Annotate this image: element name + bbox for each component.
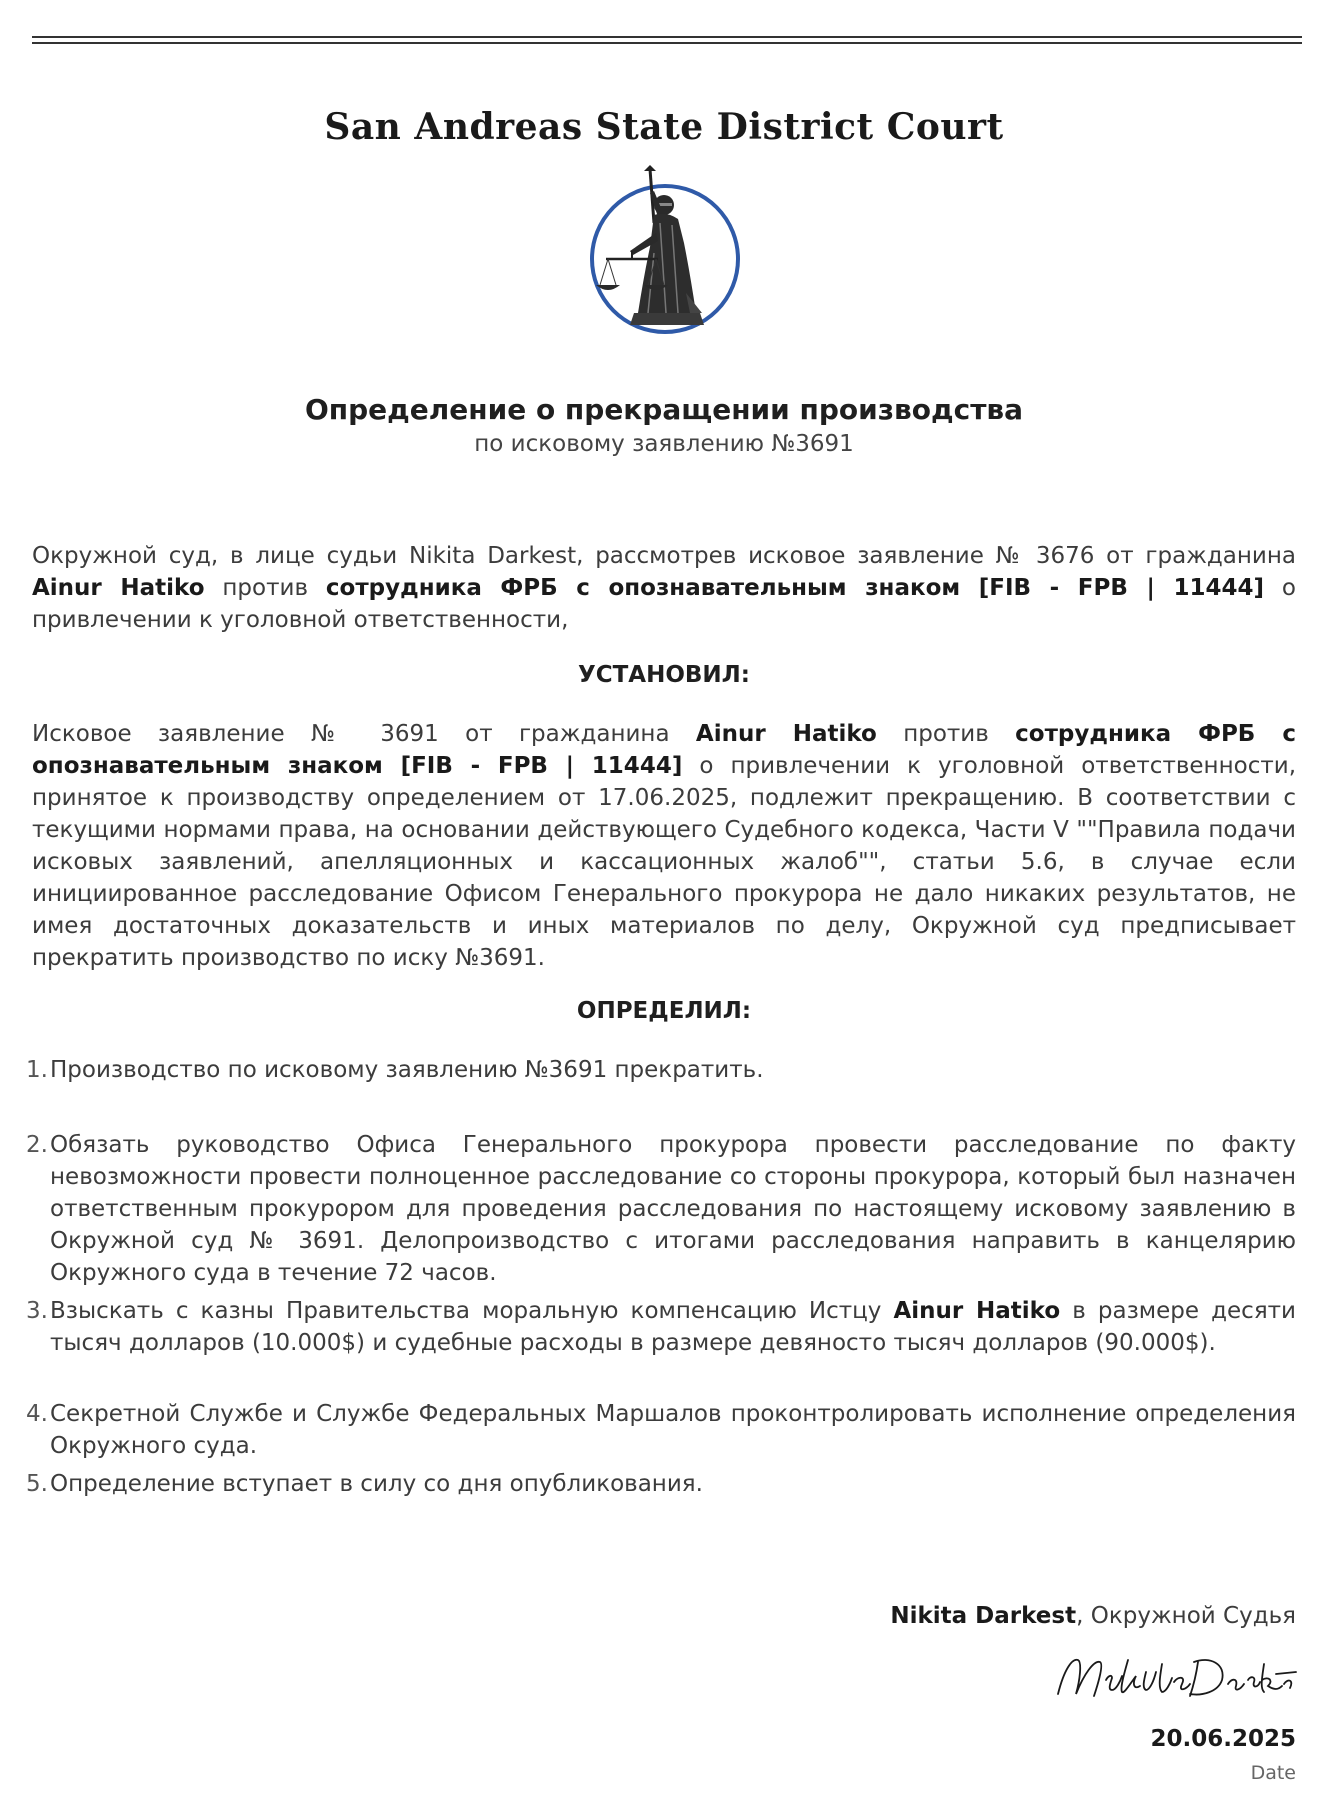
list-number: 2. [26,1132,48,1158]
intro-paragraph: Окружной суд, в лице судьи Nikita Darkest, рассмотрев исковое заявление № 3676 от гражданина Ainur Hatiko против сотрудника ФРБ с опознавательным знаком [FIB - FPB | 11444] о привлечении к уголовной ответственности, [32,543,1296,633]
plaintiff-name: Ainur Hatiko [893,1298,1061,1324]
judge-title: , Окружной Судья [1076,1603,1296,1629]
decision-item-3: 3. Взыскать с казны Правительства моральную компенсацию Истцу Ainur Hatiko в размере десяти тысяч долларов (10.000$) и судебные расходы в размере девяносто тысяч долларов (90.000$). [50,1295,1296,1359]
list-number: 4. [26,1401,48,1427]
decided-heading: ОПРЕДЕЛИЛ: [576,998,752,1024]
decision-item-5: 5. Определение вступает в силу со дня опубликования. [50,1468,1296,1500]
judge-signature-line [890,1603,1296,1629]
established-paragraph: Исковое заявление № 3691 от гражданина Ainur Hatiko против сотрудника ФРБ с опознавательным знаком [FIB - FPB | 11444] о привлечении к уголовной ответственности, принятое к производству определением от 17.06.2025, подлежит прекращению. В соответствии с текущими нормами права, на основании действующего Судебного кодекса, Части V ""Правила подачи исковых заявлений, апелляционных и кассационных жалоб"", статьи 5.6, в случае если инициированное расследование Офисом Генерального прокурора не дало никаких результатов, не имея достаточных доказательств и иных материалов по делу, Окружной суд предписывает прекратить производство по иску №3691. [32,721,1297,971]
plaintiff-name: Ainur Hatiko [695,721,877,747]
list-number: 1. [26,1057,48,1083]
date-label: Date [1250,1762,1296,1784]
lady-justice-seal-icon [578,163,752,341]
signature-date: 20.06.2025 [1150,1726,1296,1752]
decision-item-1: 1. Производство по исковому заявлению №3691 прекратить. [50,1054,1296,1086]
decision-item-2: 2. Обязать руководство Офиса Генерального прокурора провести расследование по факту невозможности провести полноценное расследование со стороны прокурора, который был назначен ответственным прокурором для проведения расследования по настоящему исковому заявлению в Окружной суд № 3691. Делопроизводство с итогами расследования направить в канцелярию Окружного суда в течение 72 часов. [50,1129,1296,1289]
defendant-name: сотрудника ФРБ с опознавательным знаком [FIB - FPB | 11444] [325,575,1265,601]
established-heading: УСТАНОВИЛ: [578,662,750,688]
judge-name: Nikita Darkest [890,1603,1077,1629]
decision-item-4: 4. Секретной Службе и Службе Федеральных Маршалов проконтролировать исполнение определения Окружного суда. [50,1398,1296,1462]
defendant-name: сотрудника ФРБ с опознавательным знаком [FIB - FPB | 11444] [32,721,1296,779]
court-name: San Andreas State District Court [324,106,1004,148]
handwritten-signature [1050,1650,1300,1706]
document-subtitle: по исковому заявлению №3691 [474,431,854,457]
plaintiff-name: Ainur Hatiko [32,575,205,601]
list-number: 5. [26,1471,48,1497]
document-title: Определение о прекращении производства [304,393,1024,426]
top-rule-line [32,36,1302,38]
list-number: 3. [26,1298,48,1324]
top-rule-line-double [32,42,1302,44]
